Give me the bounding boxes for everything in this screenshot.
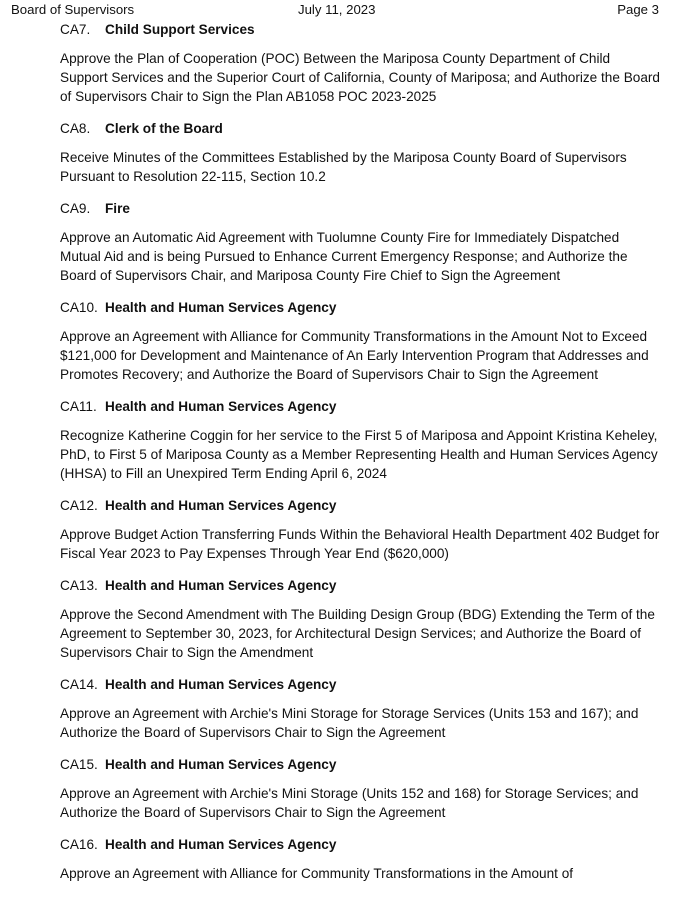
item-number: CA10. — [60, 300, 98, 315]
header-page-number: Page 3 — [617, 2, 659, 17]
item-heading — [60, 118, 660, 140]
item-title: Health and Human Services Agency — [105, 399, 337, 414]
item-description: Approve an Agreement with Archie's Mini Storage for Storage Services (Units 153 and 167); and Authorize the Board of Supervisors Chair to Sign the Agreement — [60, 706, 639, 740]
agenda-item — [60, 297, 660, 384]
item-description: Approve an Agreement with Archie's Mini Storage (Units 152 and 168) for Storage Services; and Authorize the Board of Supervisors Chair to Sign the Agreement — [60, 786, 639, 820]
item-number: CA16. — [60, 837, 98, 852]
agenda-item — [60, 396, 660, 483]
item-title: Health and Human Services Agency — [105, 837, 337, 852]
agenda-item — [60, 754, 660, 822]
agenda-items — [60, 19, 660, 895]
item-description: Approve an Agreement with Alliance for Community Transformations in the Amount Not to Exceed $121,000 for Development and Maintenance of An Early Intervention Program that Addresses and Promotes Recovery; and Authorize the Board of Supervisors Chair to Sign the Agreement — [60, 329, 649, 382]
item-title: Health and Human Services Agency — [105, 757, 337, 772]
item-description: Receive Minutes of the Committees Established by the Mariposa County Board of Supervisors Pursuant to Resolution 22-115, Section 10.2 — [60, 150, 627, 184]
item-heading — [60, 396, 660, 418]
item-description: Approve Budget Action Transferring Funds Within the Behavioral Health Department 402 Budget for Fiscal Year 2023 to Pay Expenses Through Year End ($620,000) — [60, 527, 660, 561]
agenda-item — [60, 198, 660, 285]
item-title: Fire — [105, 201, 130, 216]
agenda-item — [60, 834, 660, 883]
item-heading — [60, 834, 660, 856]
item-description: Approve the Second Amendment with The Building Design Group (BDG) Extending the Term of the Agreement to September 30, 2023, for Architectural Design Services; and Authorize the Board of Supervisors Chair to Sign the Amendment — [60, 607, 655, 660]
item-description: Approve an Agreement with Alliance for Community Transformations in the Amount of — [60, 866, 574, 881]
agenda-item — [60, 19, 660, 106]
item-number: CA15. — [60, 757, 98, 772]
item-heading — [60, 754, 660, 776]
item-heading — [60, 297, 660, 319]
item-heading — [60, 19, 660, 41]
item-number: CA13. — [60, 578, 98, 593]
item-number: CA14. — [60, 677, 98, 692]
header-date: July 11, 2023 — [298, 2, 376, 17]
page-header — [0, 0, 680, 20]
item-title: Health and Human Services Agency — [105, 300, 337, 315]
item-title: Clerk of the Board — [105, 121, 223, 136]
item-description: Approve the Plan of Cooperation (POC) Between the Mariposa County Department of Child Support Services and the Superior Court of California, County of Mariposa; and Authorize the Board of Supervisors Chair to Sign the Plan AB1058 POC 2023-2025 — [60, 51, 660, 104]
agenda-item — [60, 495, 660, 563]
item-title: Health and Human Services Agency — [105, 677, 337, 692]
agenda-item — [60, 674, 660, 742]
item-heading — [60, 495, 660, 517]
item-title: Health and Human Services Agency — [105, 498, 337, 513]
item-number: CA12. — [60, 498, 98, 513]
item-title: Child Support Services — [105, 22, 255, 37]
item-heading — [60, 575, 660, 597]
agenda-item — [60, 118, 660, 186]
item-heading — [60, 198, 660, 220]
item-number: CA7. — [60, 22, 91, 37]
item-heading — [60, 674, 660, 696]
item-title: Health and Human Services Agency — [105, 578, 337, 593]
item-description: Approve an Automatic Aid Agreement with Tuolumne County Fire for Immediately Dispatched Mutual Aid and is being Pursued to Enhance Current Emergency Response; and Authorize the Board of Supervisors Chair, and Mariposa County Fire Chief to Sign the Agreement — [60, 230, 628, 283]
item-description: Recognize Katherine Coggin for her service to the First 5 of Mariposa and Appoint Kristina Keheley, PhD, to First 5 of Mariposa County as a Member Representing Health and Human Services Agency (HHSA) to Fill an Unexpired Term Ending April 6, 2024 — [60, 428, 658, 481]
item-number: CA11. — [60, 399, 97, 414]
item-number: CA9. — [60, 201, 91, 216]
item-number: CA8. — [60, 121, 91, 136]
header-board-name: Board of Supervisors — [11, 2, 135, 17]
agenda-item — [60, 575, 660, 662]
